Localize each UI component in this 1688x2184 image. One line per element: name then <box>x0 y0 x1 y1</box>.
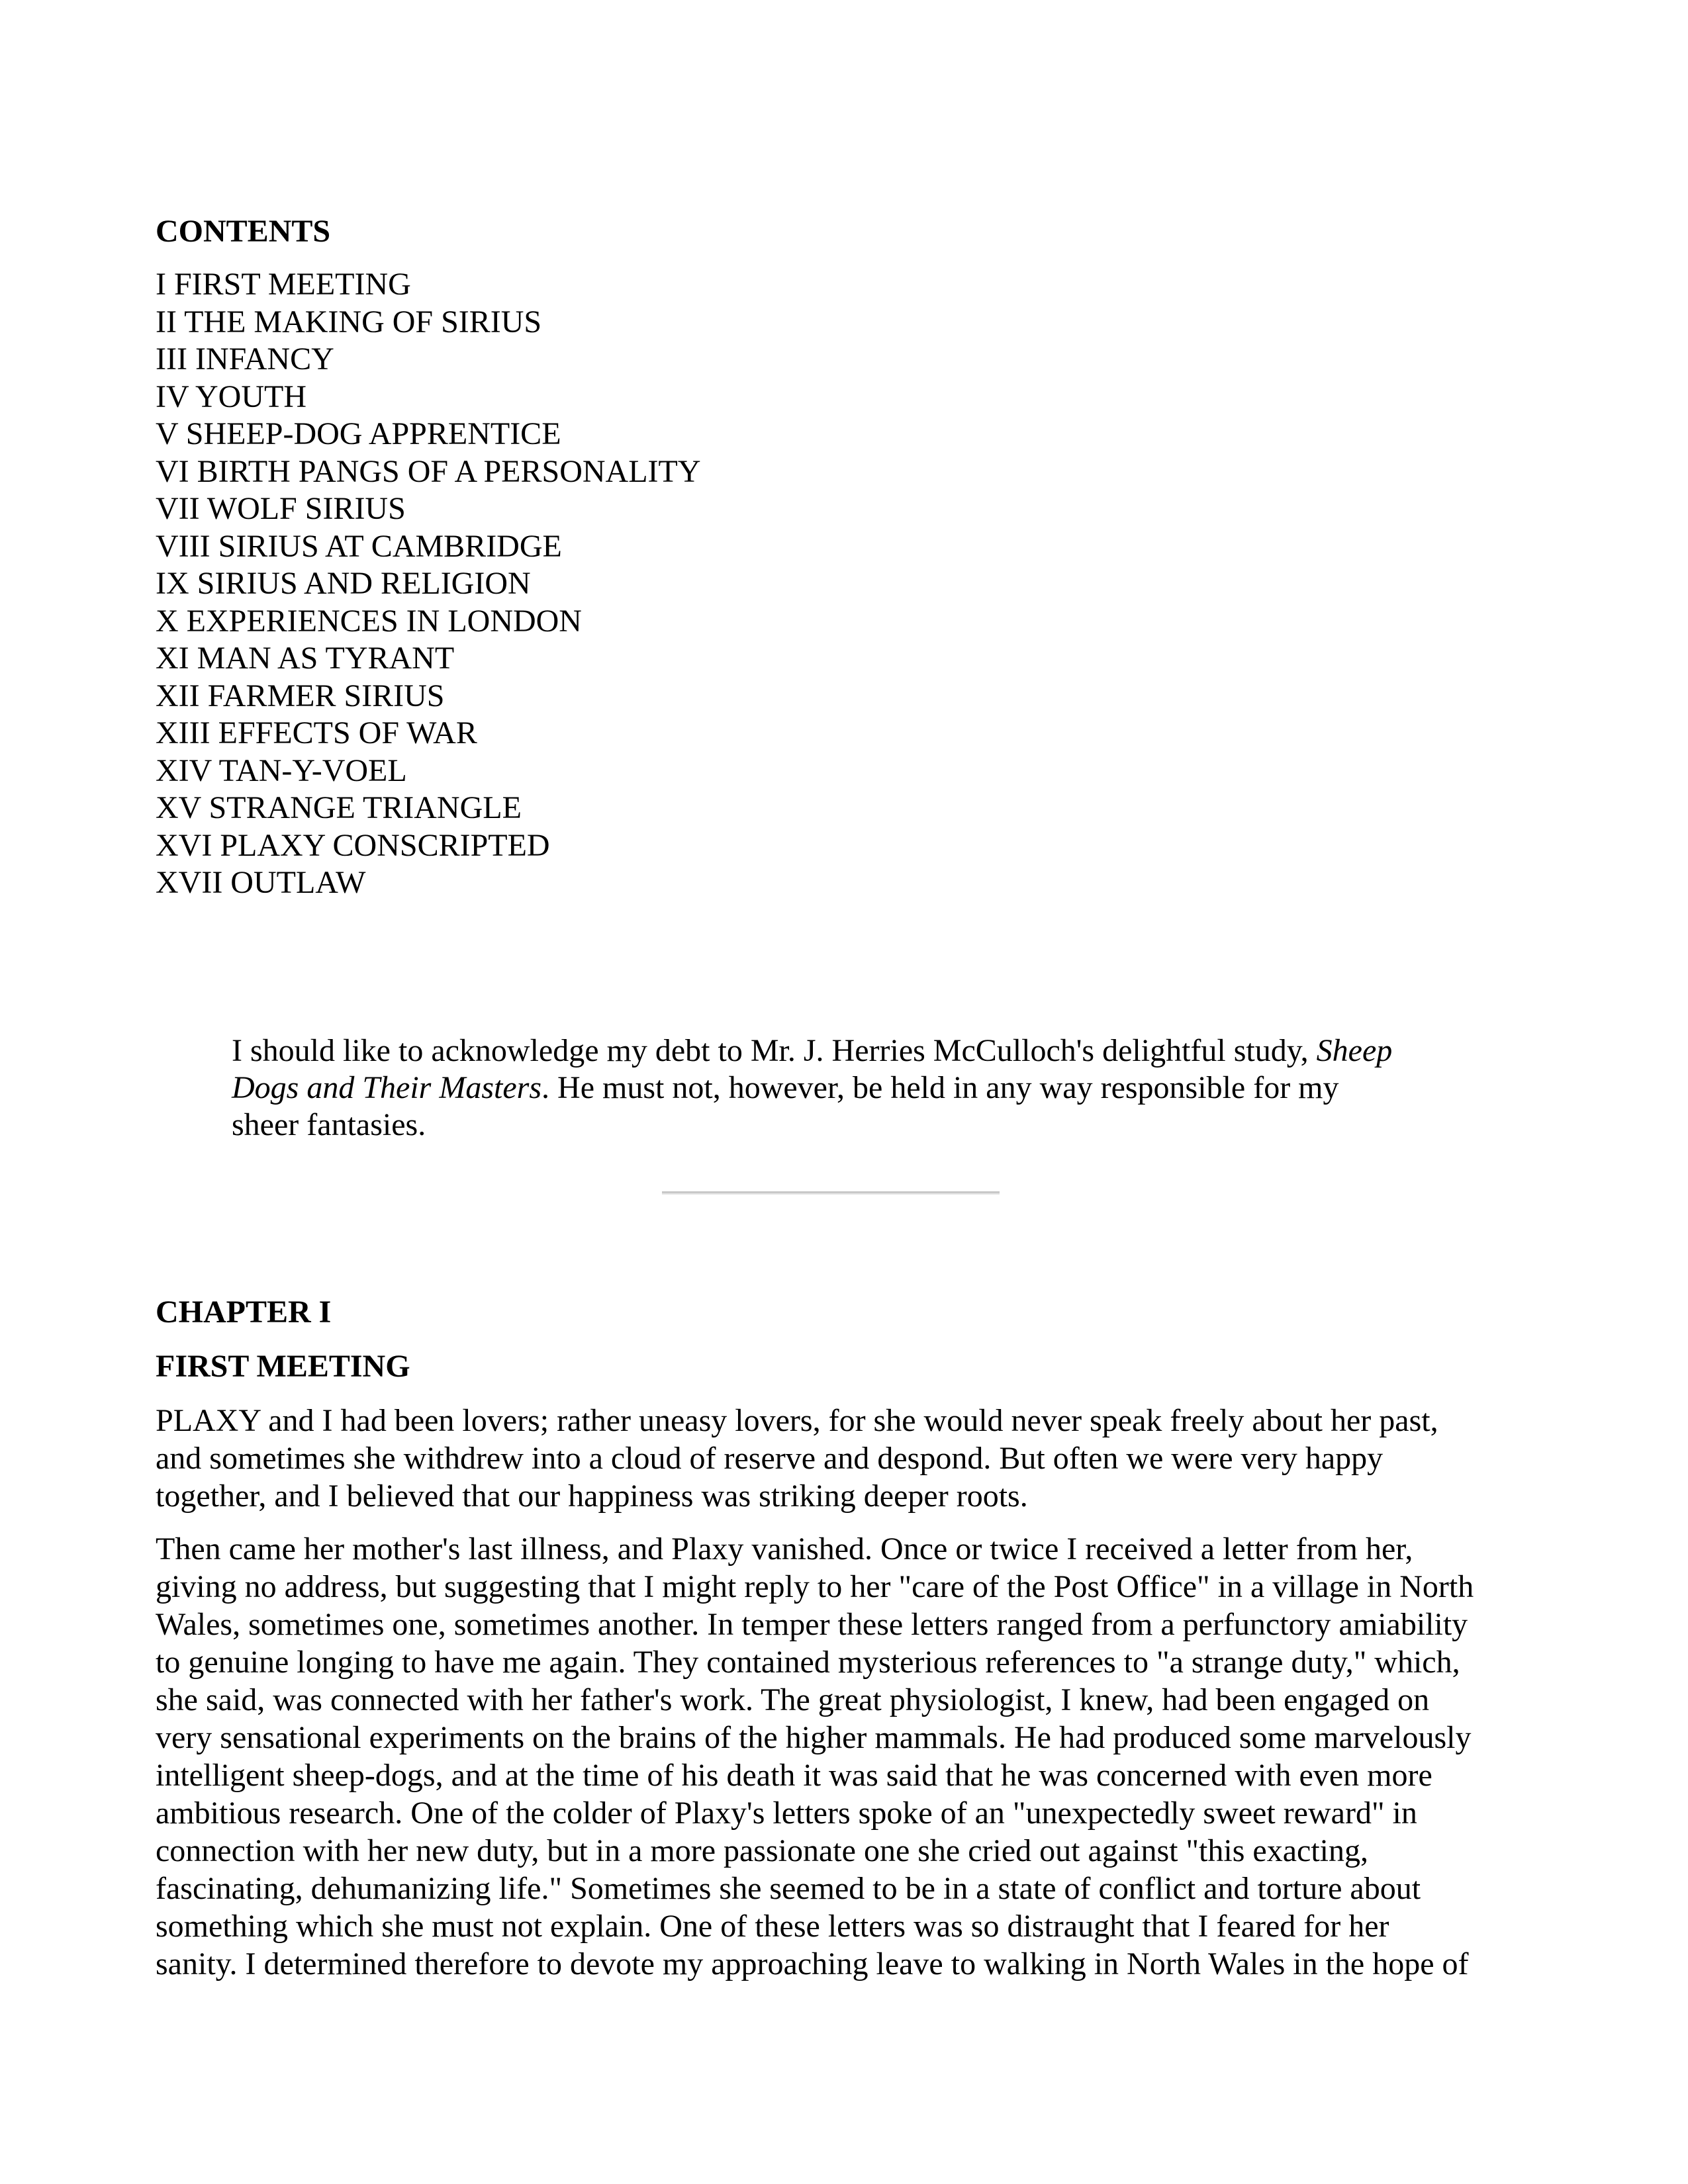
toc-item: XV STRANGE TRIANGLE <box>156 790 522 825</box>
body-paragraph <box>156 1402 1438 1515</box>
text-line: Wales, sometimes one, sometimes another. In temper these letters ranged from a perfunctory amiability <box>156 1607 1468 1642</box>
acknowledgement-block <box>232 1032 1489 1144</box>
book-title-italic: Sheep <box>1316 1033 1393 1068</box>
text-line: very sensational experiments on the brains of the higher mammals. He had produced some marvelously <box>156 1720 1472 1755</box>
toc-item: XII FARMER SIRIUS <box>156 678 445 713</box>
toc-item: I FIRST MEETING <box>156 267 411 302</box>
text-line: ambitious research. One of the colder of Plaxy's letters spoke of an "unexpectedly sweet reward" in <box>156 1796 1417 1831</box>
text-line: she said, was connected with her father's work. The great physiologist, I knew, had been engaged on <box>156 1682 1430 1717</box>
toc-item: V SHEEP-DOG APPRENTICE <box>156 416 561 451</box>
body-paragraph <box>156 1530 1474 1983</box>
toc-item: IX SIRIUS AND RELIGION <box>156 566 531 601</box>
text-line: fascinating, dehumanizing life." Sometimes she seemed to be in a state of conflict and torture about <box>156 1871 1421 1906</box>
table-of-contents <box>156 266 700 902</box>
text-line: sanity. I determined therefore to devote my approaching leave to walking in North Wales in the hope of <box>156 1946 1469 1981</box>
section-divider <box>662 1191 1000 1195</box>
toc-item: IV YOUTH <box>156 379 306 414</box>
text-line: something which she must not explain. One of these letters was so distraught that I feared for her <box>156 1909 1389 1944</box>
contents-heading: CONTENTS <box>156 214 331 249</box>
text-line: Then came her mother's last illness, and Plaxy vanished. Once or twice I received a letter from her, <box>156 1531 1413 1567</box>
toc-item: XI MAN AS TYRANT <box>156 641 455 676</box>
text-line: together, and I believed that our happiness was striking deeper roots. <box>156 1479 1028 1514</box>
toc-item: II THE MAKING OF SIRIUS <box>156 304 542 340</box>
toc-item: VII WOLF SIRIUS <box>156 491 406 526</box>
acknowledgement-line <box>232 1032 1489 1069</box>
chapter-title: FIRST MEETING <box>156 1349 410 1384</box>
chapter-label: CHAPTER I <box>156 1295 332 1330</box>
acknowledgement-text: sheer fantasies. <box>232 1107 426 1142</box>
toc-item: XVI PLAXY CONSCRIPTED <box>156 827 550 863</box>
acknowledgement-text: I should like to acknowledge my debt to Mr. J. Herries McCulloch's delightful study, <box>232 1033 1317 1068</box>
toc-item: XIII EFFECTS OF WAR <box>156 715 477 751</box>
text-line: intelligent sheep-dogs, and at the time of his death it was said that he was concerned with even more <box>156 1758 1432 1793</box>
text-line: and sometimes she withdrew into a cloud of reserve and despond. But often we were very happy <box>156 1441 1383 1476</box>
toc-item: VI BIRTH PANGS OF A PERSONALITY <box>156 453 701 489</box>
acknowledgement-text: . He must not, however, be held in any way responsible for my <box>541 1070 1339 1105</box>
toc-item: III INFANCY <box>156 341 334 377</box>
toc-item: XVII OUTLAW <box>156 865 366 900</box>
toc-item: X EXPERIENCES IN LONDON <box>156 603 582 639</box>
book-title-italic: Dogs and Their Masters <box>232 1070 542 1105</box>
acknowledgement-line <box>232 1069 1489 1107</box>
acknowledgement-line <box>232 1107 1489 1144</box>
text-line: connection with her new duty, but in a more passionate one she cried out against "this exacting, <box>156 1833 1368 1868</box>
text-line: PLAXY and I had been lovers; rather uneasy lovers, for she would never speak freely about her past, <box>156 1403 1438 1438</box>
toc-item: VIII SIRIUS AT CAMBRIDGE <box>156 528 562 564</box>
text-line: to genuine longing to have me again. They contained mysterious references to "a strange duty," which, <box>156 1645 1460 1680</box>
text-line: giving no address, but suggesting that I might reply to her "care of the Post Office" in a village in North <box>156 1569 1474 1604</box>
toc-item: XIV TAN-Y-VOEL <box>156 752 407 788</box>
